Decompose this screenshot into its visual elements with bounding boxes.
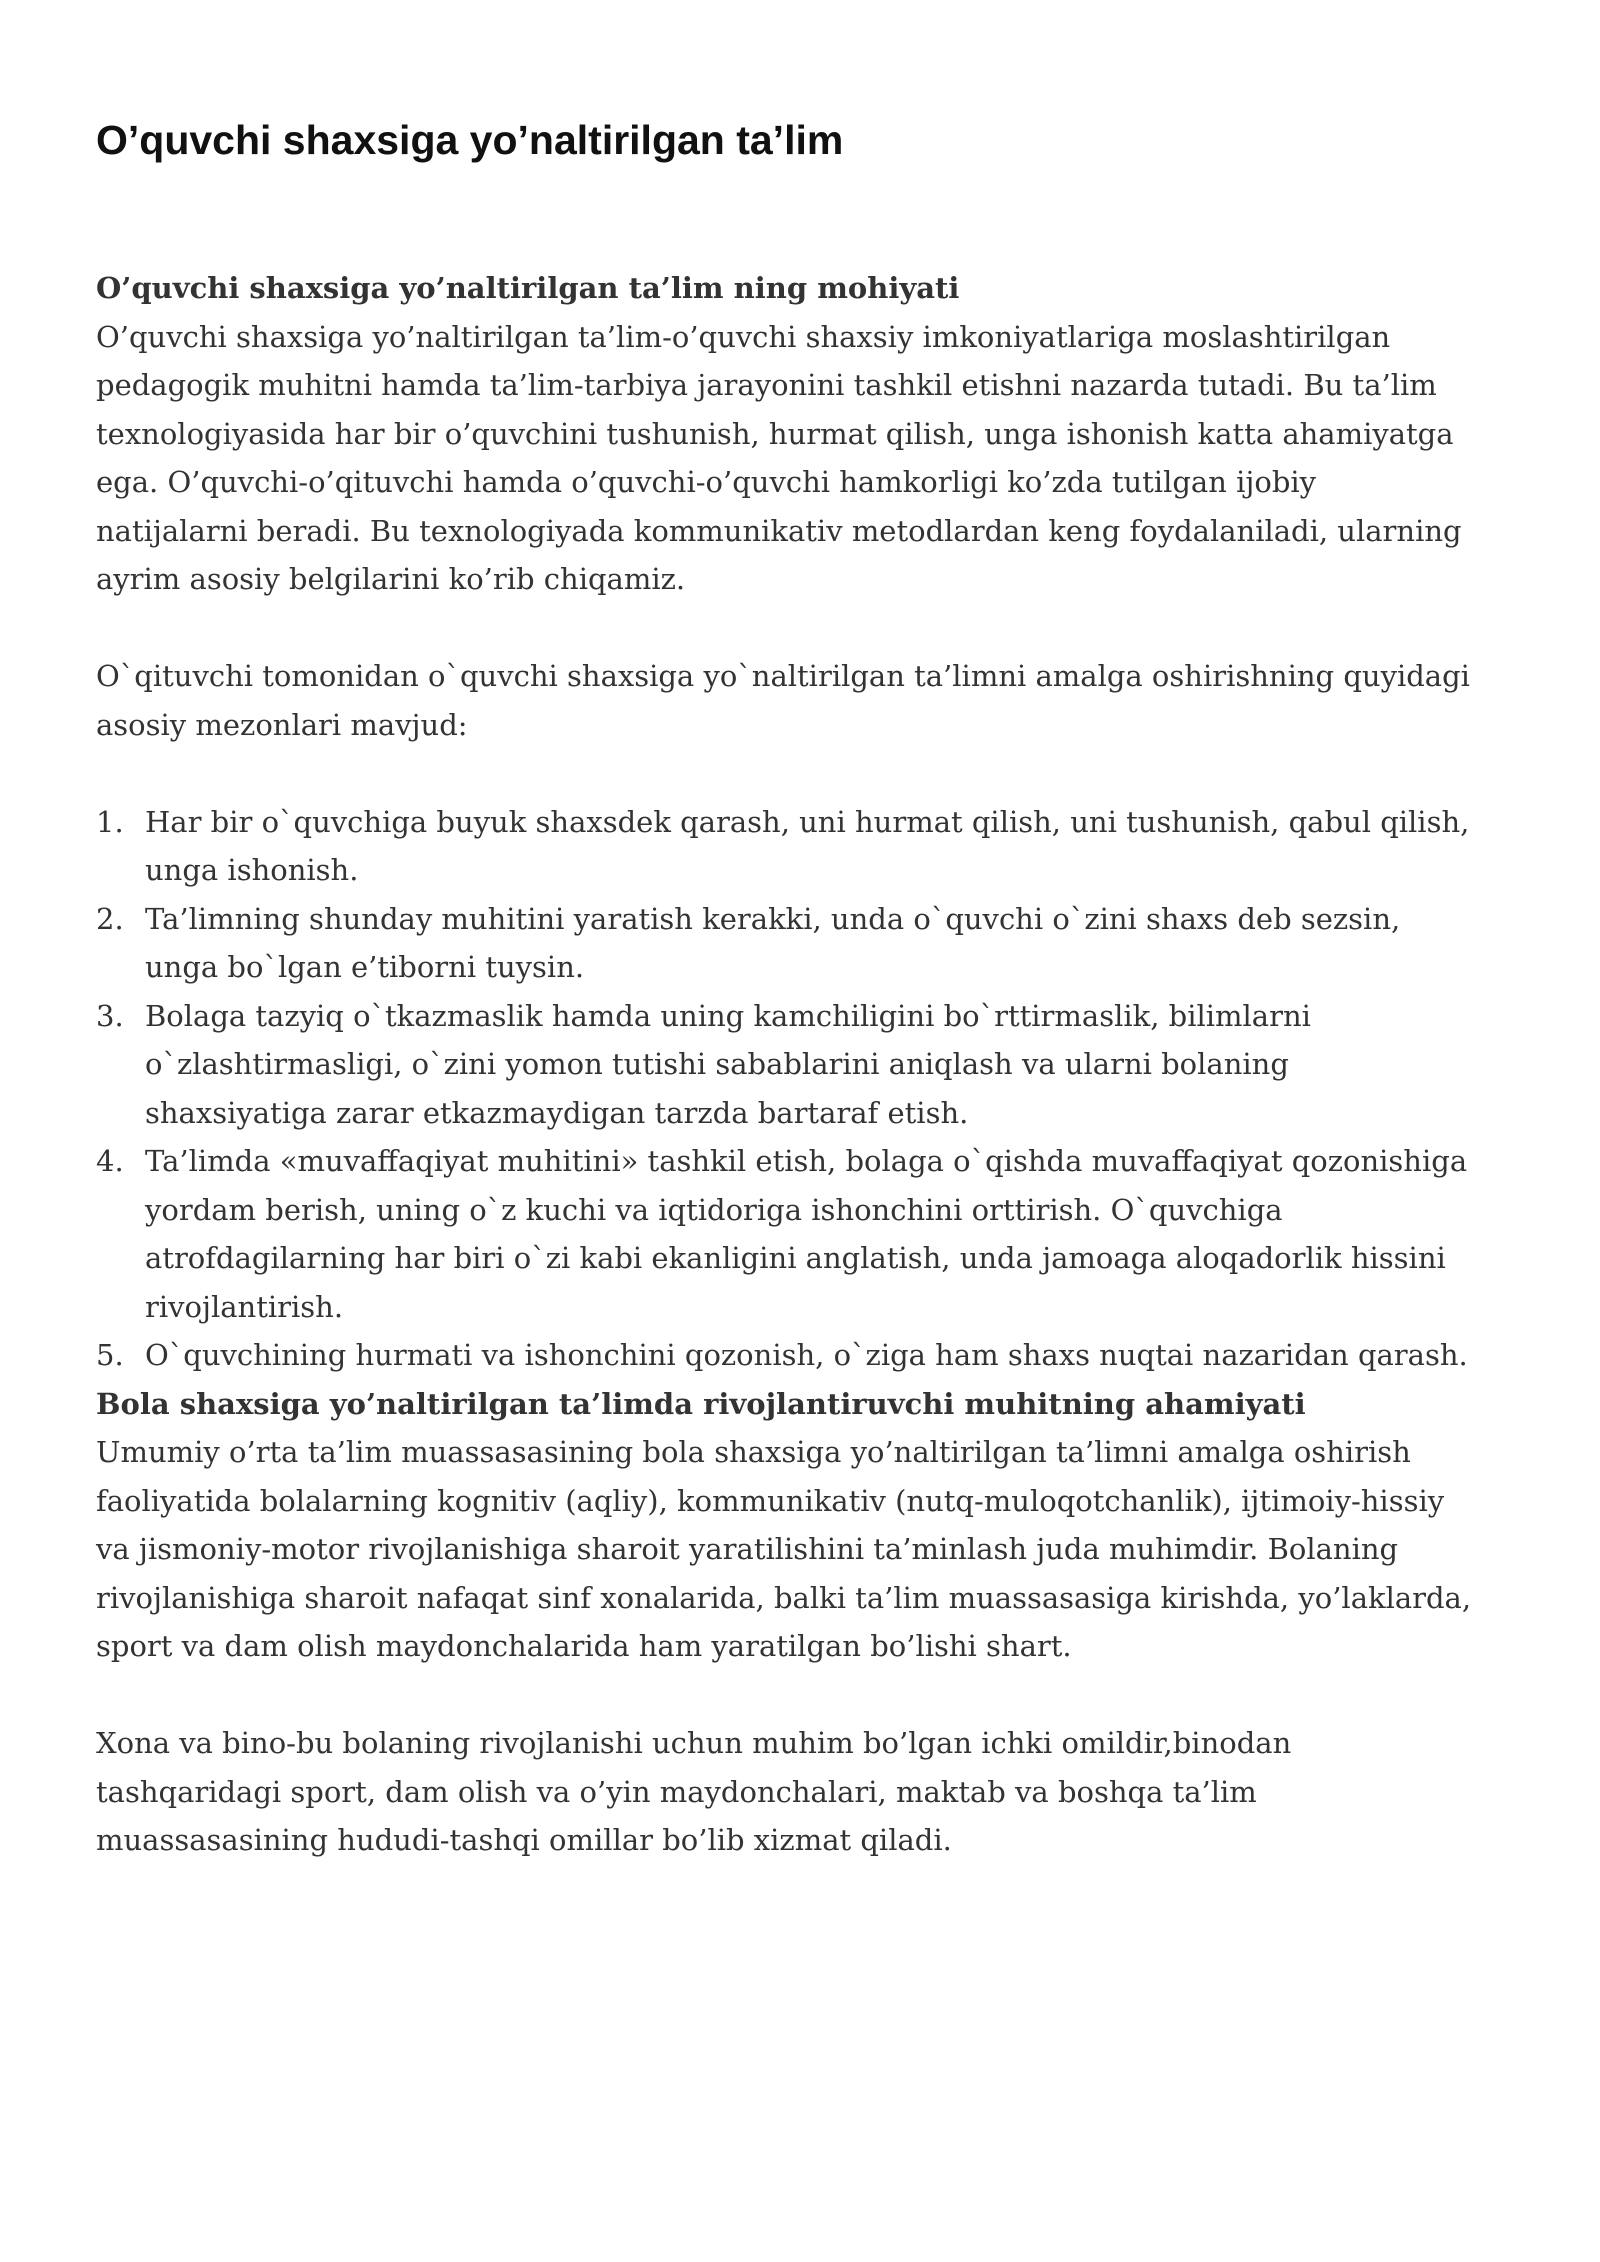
criteria-list bbox=[96, 798, 1476, 1380]
list-item-text: Ta’limning shunday muhitini yaratish kerakki, unda o`quvchi o`zini shaxs deb sezsin, unga bo`lgan e’tiborni tuysin. bbox=[145, 901, 1401, 984]
section-heading: Bola shaxsiga yo’naltirilgan ta’limda rivojlantiruvchi muhitning ahamiyati bbox=[96, 1386, 1306, 1421]
document-body bbox=[96, 264, 1476, 1865]
list-item-text: Ta’limda «muvaffaqiyat muhitini» tashkil etish, bolaga o`qishda muvaffaqiyat qozonishiga yordam berish, uning o`z kuchi va iqtidoriga ishonchini orttirish. O`quvchiga atrofdagilarning har biri o`zi kabi ekanligini anglatish, unda jamoaga aloqadorlik hissini rivojlantirish. bbox=[145, 1144, 1468, 1324]
list-item-number: 4. bbox=[96, 1144, 124, 1178]
paragraph: Umumiy o’rta ta’lim muassasasining bola shaxsiga yo’naltirilgan ta’limni amalga oshirish faoliyatida bolalarning kognitiv (aqliy), kommunikativ (nutq-muloqotchanlik), ijtimoiy-hissiy va jismoniy-motor rivojlanishiga sharoit yaratilishini ta’minlash juda muhimdir. Bolaning rivojlanishiga sharoit nafaqat sinf xonalarida, balki ta’lim muassasasiga kirishda, yo’laklarda, sport va dam olish maydonchalarida ham yaratilgan bo’lishi shart. bbox=[96, 1435, 1472, 1663]
list-item-text: O`quvchining hurmati va ishonchini qozonish, o`ziga ham shaxs nuqtai nazaridan qarash. bbox=[145, 1338, 1468, 1372]
list-item-number: 2. bbox=[96, 901, 124, 936]
list-item-text: Bolaga tazyiq o`tkazmaslik hamda uning kamchiligini bo`rttirmaslik, bilimlarni o`zlashtirmasligi, o`zini yomon tutishi sabablarini aniqlash va ularni bolaning shaxsiyatiga zarar etkazmaydigan tarzda bartaraf etish. bbox=[145, 998, 1311, 1130]
list-item-text: Har bir o`quvchiga buyuk shaxsdek qarash, uni hurmat qilish, uni tushunish, qabul qilish, unga ishonish. bbox=[145, 804, 1470, 887]
list-item bbox=[96, 1331, 1476, 1380]
list-item bbox=[96, 798, 1476, 895]
list-item bbox=[96, 992, 1476, 1138]
list-item-number: 5. bbox=[96, 1338, 124, 1372]
list-item-number: 1. bbox=[96, 804, 124, 839]
page-title: O’quvchi shaxsiga yo’naltirilgan ta’lim bbox=[96, 117, 844, 163]
paragraph-spacer bbox=[96, 604, 1476, 653]
paragraph-spacer bbox=[96, 1671, 1476, 1720]
list-item bbox=[96, 895, 1476, 992]
paragraph: O`qituvchi tomonidan o`quvchi shaxsiga yo`naltirilgan ta’limni amalga oshirishning quyidagi asosiy mezonlari mavjud: bbox=[96, 659, 1470, 742]
paragraph-spacer bbox=[96, 749, 1476, 798]
section-heading: O’quvchi shaxsiga yo’naltirilgan ta’lim ning mohiyati bbox=[96, 271, 960, 305]
paragraph: O’quvchi shaxsiga yo’naltirilgan ta’lim-o’quvchi shaxsiy imkoniyatlariga moslashtirilgan pedagogik muhitni hamda ta’lim-tarbiya jarayonini tashkil etishni nazarda tutadi. Bu ta’lim texnologiyasida har bir o’quvchini tushunish, hurmat qilish, unga ishonish katta ahamiyatga ega. O’quvchi-o’qituvchi hamda o’quvchi-o’quvchi hamkorligi ko’zda tutilgan ijobiy natijalarni beradi. Bu texnologiyada kommunikativ metodlardan keng foydalaniladi, ularning ayrim asosiy belgilarini ko’rib chiqamiz. bbox=[96, 319, 1462, 596]
list-item bbox=[96, 1137, 1476, 1331]
list-item-number: 3. bbox=[96, 998, 124, 1033]
paragraph: Xona va bino-bu bolaning rivojlanishi uchun muhim bo’lgan ichki omildir,binodan tashqaridagi sport, dam olish va o’yin maydonchalari, maktab va boshqa ta’lim muassasasining hududi-tashqi omillar bo’lib xizmat qiladi. bbox=[96, 1726, 1292, 1857]
